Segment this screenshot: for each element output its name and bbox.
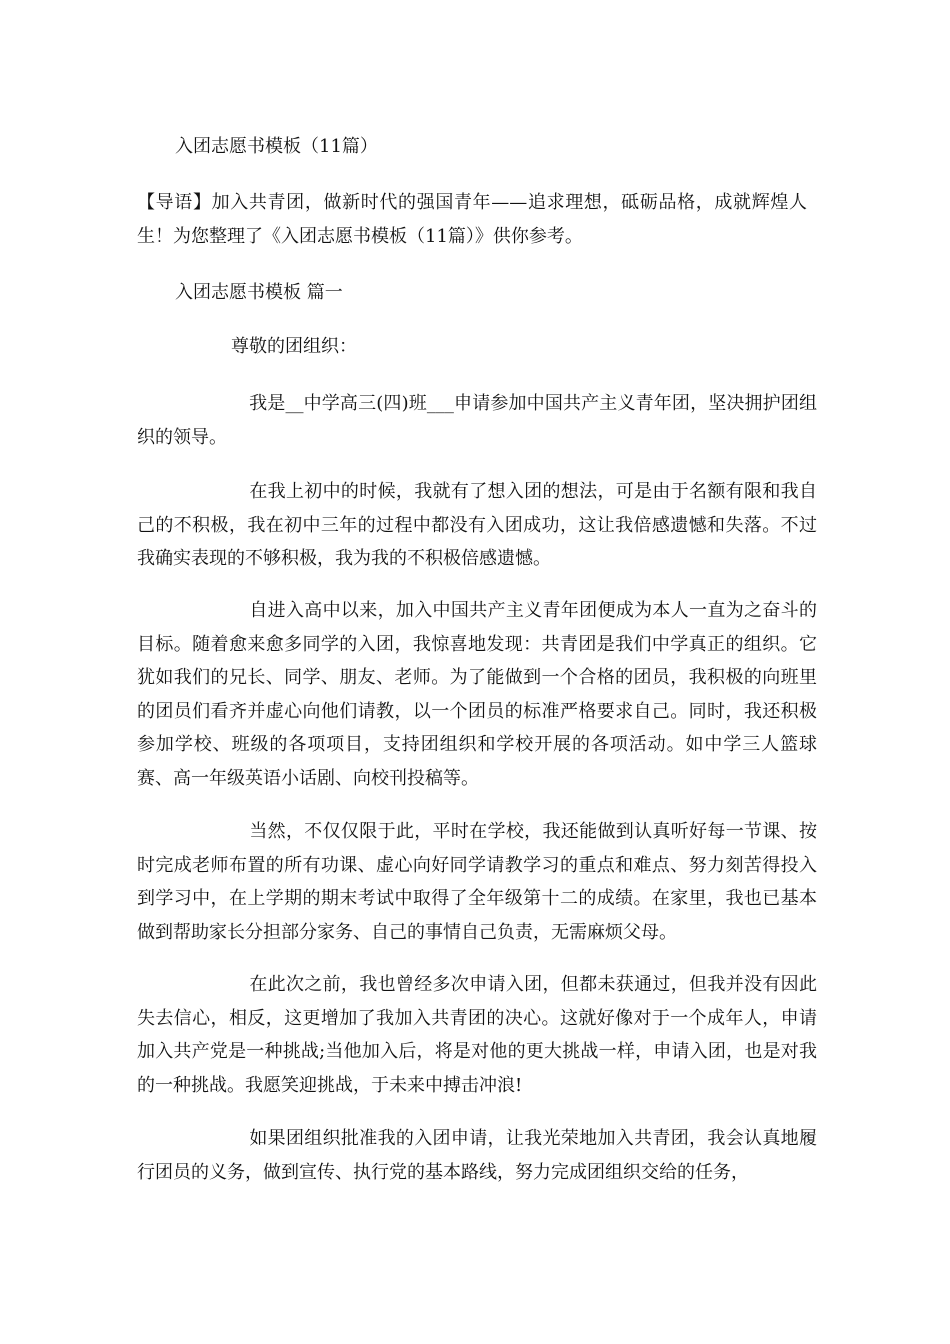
- body-paragraph-2: [137, 475, 817, 576]
- body-paragraph-1: [137, 387, 817, 454]
- body-paragraph-2-text: 在我上初中的时候，我就有了想入团的想法，可是由于名额有限和我自己的不积极，我在初中三年的过程中都没有入团成功，这让我倍感遗憾和失落。不过我确实表现的不够积极，我为我的不积极倍感遗憾。: [137, 481, 817, 569]
- body-paragraph-5-text: 在此次之前，我也曾经多次申请入团，但都未获通过，但我并没有因此失去信心，相反，这更增加了我加入共青团的决心。这就好像对于一个成年人，申请加入共产党是一种挑战;当他加入后，将是对他的更大挑战一样，申请入团，也是对我的一种挑战。我愿笑迎挑战，于未来中搏击冲浪!: [137, 974, 817, 1096]
- body-paragraph-4-text: 当然，不仅仅限于此，平时在学校，我还能做到认真听好每一节课、按时完成老师布置的所有功课、虚心向好同学请教学习的重点和难点、努力刻苦得投入到学习中，在上学期的期末考试中取得了全年级第十二的成绩。在家里，我也已基本做到帮助家长分担部分家务、自己的事情自己负责，无需麻烦父母。: [137, 821, 817, 943]
- body-paragraph-4: [137, 815, 817, 949]
- intro-paragraph: 【导语】加入共青团，做新时代的强国青年——追求理想，砥砺品格，成就辉煌人生！为您整理了《入团志愿书模板（11篇）》供你参考。: [137, 192, 807, 247]
- salutation: 尊敬的团组织：: [231, 336, 357, 357]
- body-paragraph-5: [137, 968, 817, 1102]
- document-title: 入团志愿书模板（11篇）: [175, 136, 378, 157]
- section-title: 入团志愿书模板 篇一: [175, 282, 343, 303]
- body-paragraph-6: [137, 1122, 817, 1189]
- body-paragraph-1-text: 我是__中学高三(四)班___申请参加中国共产主义青年团，坚决拥护团组织的领导。: [137, 393, 817, 448]
- body-paragraph-3: [137, 594, 817, 795]
- body-paragraph-6-text: 如果团组织批准我的入团申请，让我光荣地加入共青团，我会认真地履行团员的义务，做到宣传、执行党的基本路线，努力完成团组织交给的任务，: [137, 1128, 817, 1183]
- body-paragraph-3-text: 自进入高中以来，加入中国共产主义青年团便成为本人一直为之奋斗的目标。随着愈来愈多同学的入团，我惊喜地发现：共青团是我们中学真正的组织。它犹如我们的兄长、同学、朋友、老师。为了能做到一个合格的团员，我积极的向班里的团员们看齐并虚心向他们请教，以一个团员的标准严格要求自己。同时，我还积极参加学校、班级的各项项目，支持团组织和学校开展的各项活动。如中学三人篮球赛、高一年级英语小话剧、向校刊投稿等。: [137, 600, 817, 789]
